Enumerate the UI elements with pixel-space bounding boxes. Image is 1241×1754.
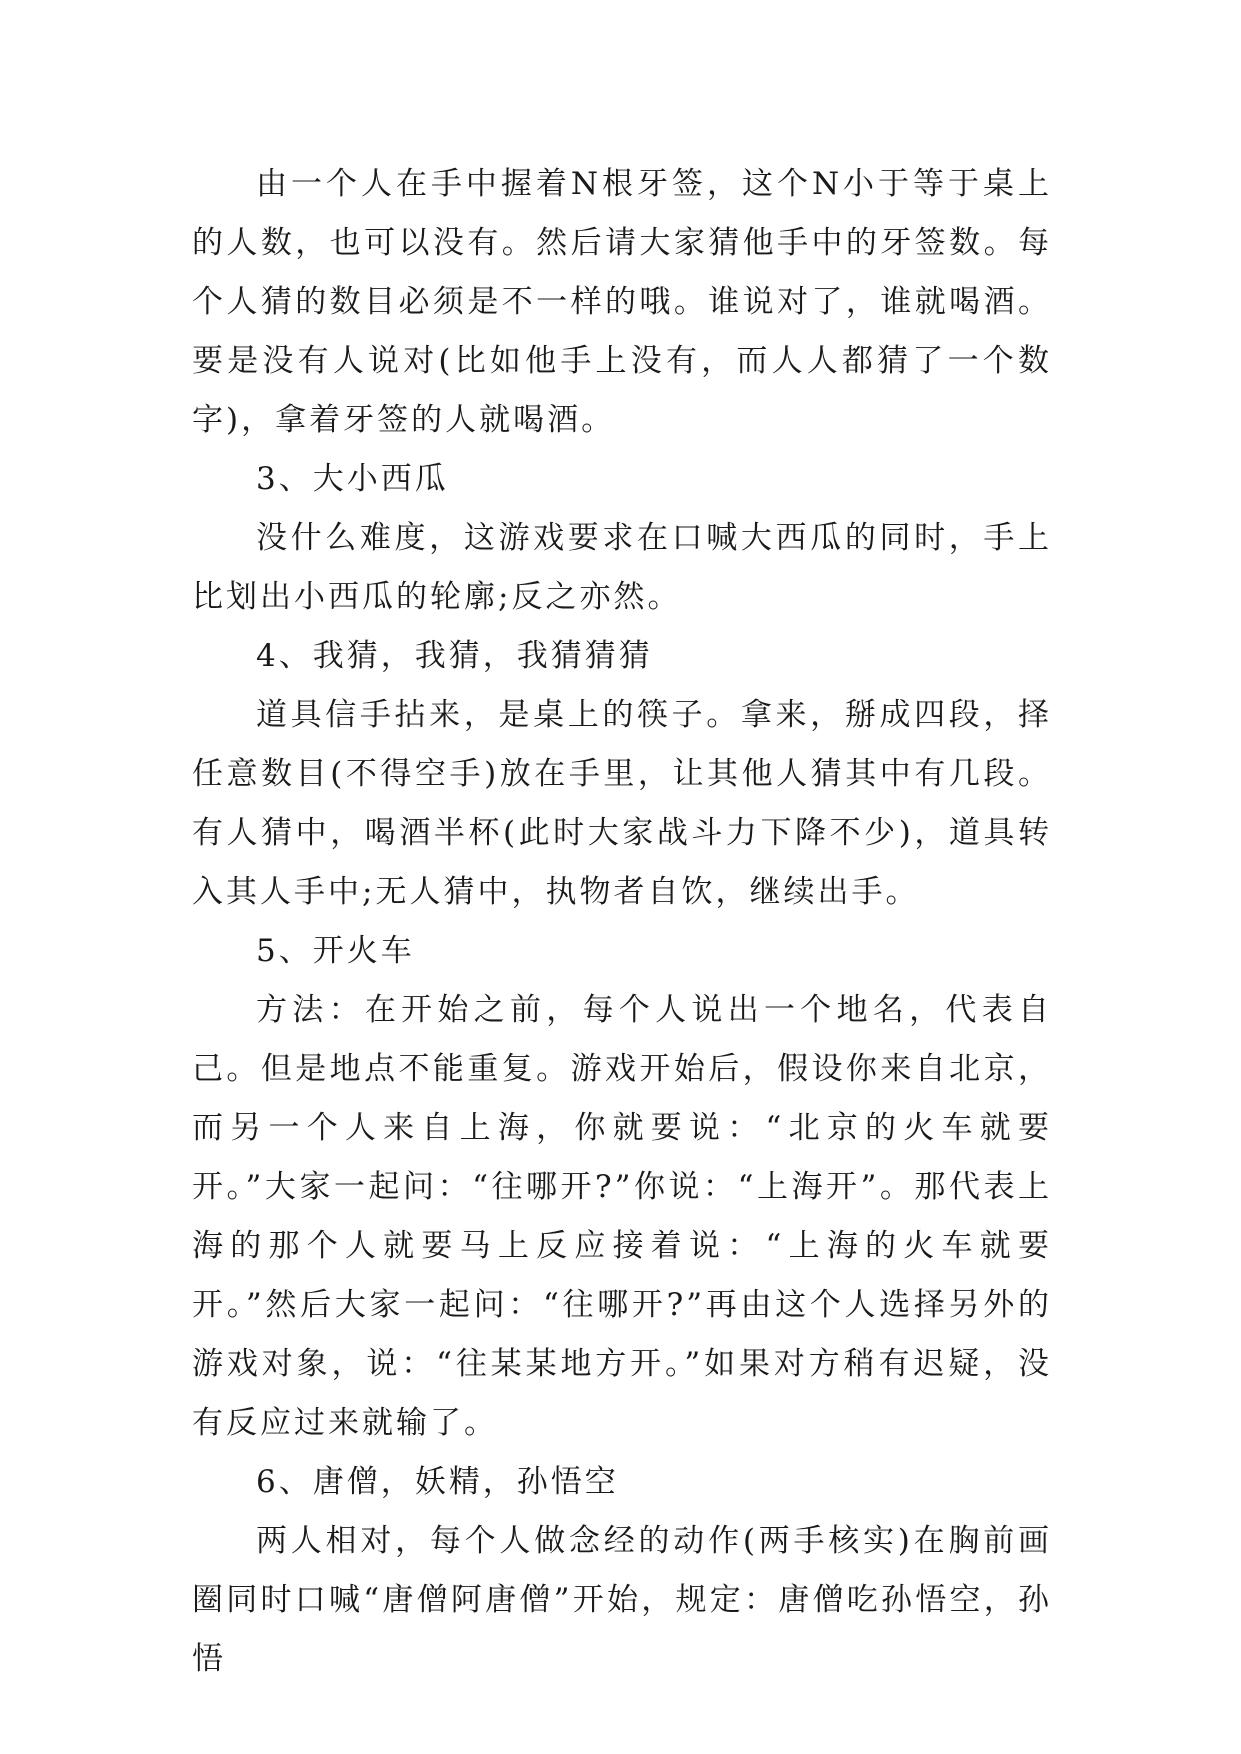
heading-i-guess: 4、我猜，我猜，我猜猜猜: [256, 638, 653, 674]
paragraph-i-guess: 道具信手拈来，是桌上的筷子。拿来，掰成四段，择任意数目(不得空手)放在手里，让其他人猜其中有几段。有人猜中，喝酒半杯(此时大家战斗力下降不少)，道具转入其人手中;无人猜中，执物者自饮，继续出手。: [192, 697, 1052, 910]
paragraph-toothpick-rules: 由一个人在手中握着N根牙签，这个N小于等于桌上的人数，也可以没有。然后请大家猜他手中的牙签数。每个人猜的数目必须是不一样的哦。谁说对了，谁就喝酒。要是没有人说对(比如他手上没有，而人人都猜了一个数字)，拿着牙签的人就喝酒。: [192, 166, 1052, 438]
paragraph-train: 方法：在开始之前，每个人说出一个地名，代表自己。但是地点不能重复。游戏开始后，假设你来自北京，而另一个人来自上海，你就要说：“北京的火车就要开。”大家一起问：“往哪开?”你说：“上海开”。那代表上海的那个人就要马上反应接着说：“上海的火车就要开。”然后大家一起问：“往哪开?”再由这个人选择另外的游戏对象，说：“往某某地方开。”如果对方稍有迟疑，没有反应过来就输了。: [192, 992, 1052, 1441]
heading-big-small-watermelon: 3、大小西瓜: [256, 461, 449, 497]
document-body: [192, 155, 1052, 1689]
heading-train: 5、开火车: [256, 933, 415, 969]
paragraph-big-small-watermelon: 没什么难度，这游戏要求在口喊大西瓜的同时，手上比划出小西瓜的轮廓;反之亦然。: [192, 520, 1052, 615]
heading-tang-monk: 6、唐僧，妖精，孙悟空: [256, 1464, 619, 1500]
paragraph-tang-monk: 两人相对，每个人做念经的动作(两手核实)在胸前画圈同时口喊“唐僧阿唐僧”开始，规定：唐僧吃孙悟空，孙悟: [192, 1523, 1052, 1677]
